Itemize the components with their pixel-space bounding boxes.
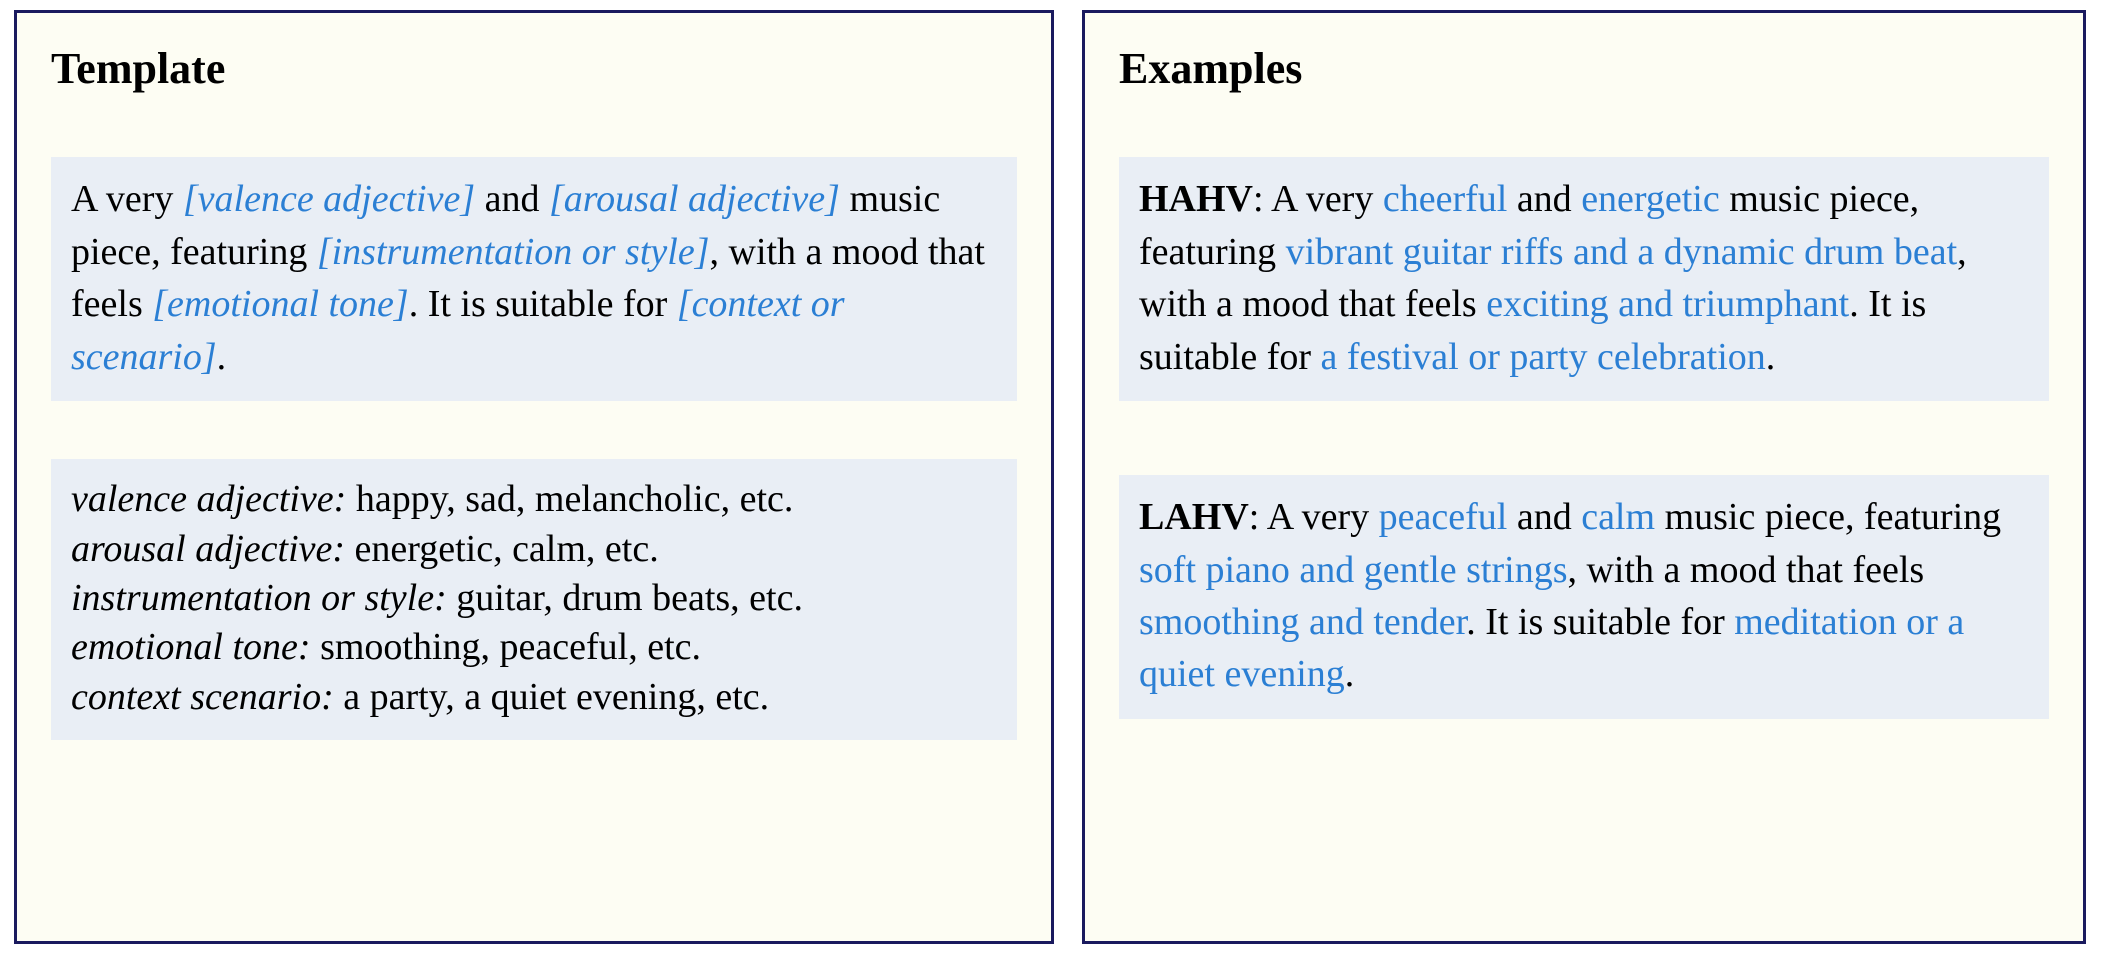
slot-label-instrumentation-or-style: instrumentation or style: xyxy=(71,576,447,619)
example-segment-1: A very xyxy=(1270,178,1383,221)
placeholder-instrumentation-or-style: [instrumentation or style] xyxy=(316,230,710,273)
example-hahv-block xyxy=(1119,157,2049,401)
pattern-segment-2: and xyxy=(475,178,549,221)
example-fill-instrumentation: soft piano and gentle strings xyxy=(1139,548,1568,591)
spacer xyxy=(51,93,1017,157)
spacer xyxy=(1119,93,2049,157)
slot-label-valence-adjective: valence adjective: xyxy=(71,478,347,521)
slot-values-arousal-adjective: energetic, calm, etc. xyxy=(345,527,659,570)
template-panel-title: Template xyxy=(51,44,226,93)
example-segment-5: . It is suitable for xyxy=(1139,283,1927,378)
spacer xyxy=(1119,401,2049,475)
placeholder-emotional-tone: [emotional tone] xyxy=(152,283,409,326)
example-segment-6: . xyxy=(1765,335,1776,378)
example-segment-3: music piece, featuring xyxy=(1139,178,1920,273)
slot-values-context-scenario: a party, a quiet evening, etc. xyxy=(333,675,770,718)
slot-row xyxy=(71,525,997,574)
example-segment-2: and xyxy=(1507,496,1582,539)
pattern-segment-6: . xyxy=(216,335,227,378)
example-fill-emotional-tone: exciting and triumphant xyxy=(1486,283,1850,326)
example-fill-context: meditation or a quiet evening xyxy=(1139,601,1965,696)
example-segment-4: , with a mood that feels xyxy=(1139,230,1967,326)
example-segment-3: music piece, featuring xyxy=(1655,496,2002,539)
example-segment-5: . It is suitable for xyxy=(1466,601,1735,644)
example-tag-hahv: HAHV xyxy=(1139,178,1253,221)
example-fill-instrumentation: vibrant guitar riffs and a dynamic drum beat xyxy=(1285,230,1958,273)
slot-row xyxy=(71,673,997,722)
slot-values-instrumentation-or-style: guitar, drum beats, etc. xyxy=(446,576,803,619)
slot-label-arousal-adjective: arousal adjective: xyxy=(71,527,346,570)
slot-label-emotional-tone: emotional tone: xyxy=(71,626,311,669)
pattern-segment-4: , with a mood that feels xyxy=(71,230,985,326)
examples-panel-title: Examples xyxy=(1119,44,1303,93)
example-fill-emotional-tone: smoothing and tender xyxy=(1139,601,1467,644)
slot-row xyxy=(71,475,997,524)
example-fill-arousal: energetic xyxy=(1581,178,1720,221)
slot-values-emotional-tone: smoothing, peaceful, etc. xyxy=(310,626,701,669)
example-fill-arousal: calm xyxy=(1581,496,1656,539)
example-segment-6: . xyxy=(1344,653,1355,696)
pattern-segment-1: A very xyxy=(71,178,183,221)
example-fill-valence: peaceful xyxy=(1378,496,1508,539)
slot-values-valence-adjective: happy, sad, melancholic, etc. xyxy=(346,478,794,521)
example-tag-lahv: LAHV xyxy=(1139,496,1249,539)
slot-label-context-scenario: context scenario: xyxy=(71,675,334,718)
example-segment-1: A very xyxy=(1266,496,1379,539)
example-colon: : xyxy=(1253,178,1271,221)
placeholder-arousal-adjective: [arousal adjective] xyxy=(549,178,840,221)
placeholder-context-or-scenario: [context or scenario] xyxy=(71,283,845,378)
examples-panel xyxy=(1082,10,2086,944)
template-panel xyxy=(14,10,1054,944)
example-segment-4: , with a mood that feels xyxy=(1567,548,1925,591)
slot-row xyxy=(71,623,997,672)
example-colon: : xyxy=(1248,496,1267,539)
template-pattern-block xyxy=(51,157,1017,401)
example-fill-context: a festival or party celebration xyxy=(1320,335,1766,378)
pattern-segment-3: music piece, featuring xyxy=(71,178,941,273)
example-segment-2: and xyxy=(1507,178,1582,221)
example-lahv-block xyxy=(1119,475,2049,719)
template-slots-block xyxy=(51,459,1017,740)
placeholder-valence-adjective: [valence adjective] xyxy=(182,178,476,221)
spacer xyxy=(51,401,1017,459)
example-fill-valence: cheerful xyxy=(1382,178,1508,221)
slot-row xyxy=(71,574,997,623)
pattern-segment-5: . It is suitable for xyxy=(408,283,677,326)
